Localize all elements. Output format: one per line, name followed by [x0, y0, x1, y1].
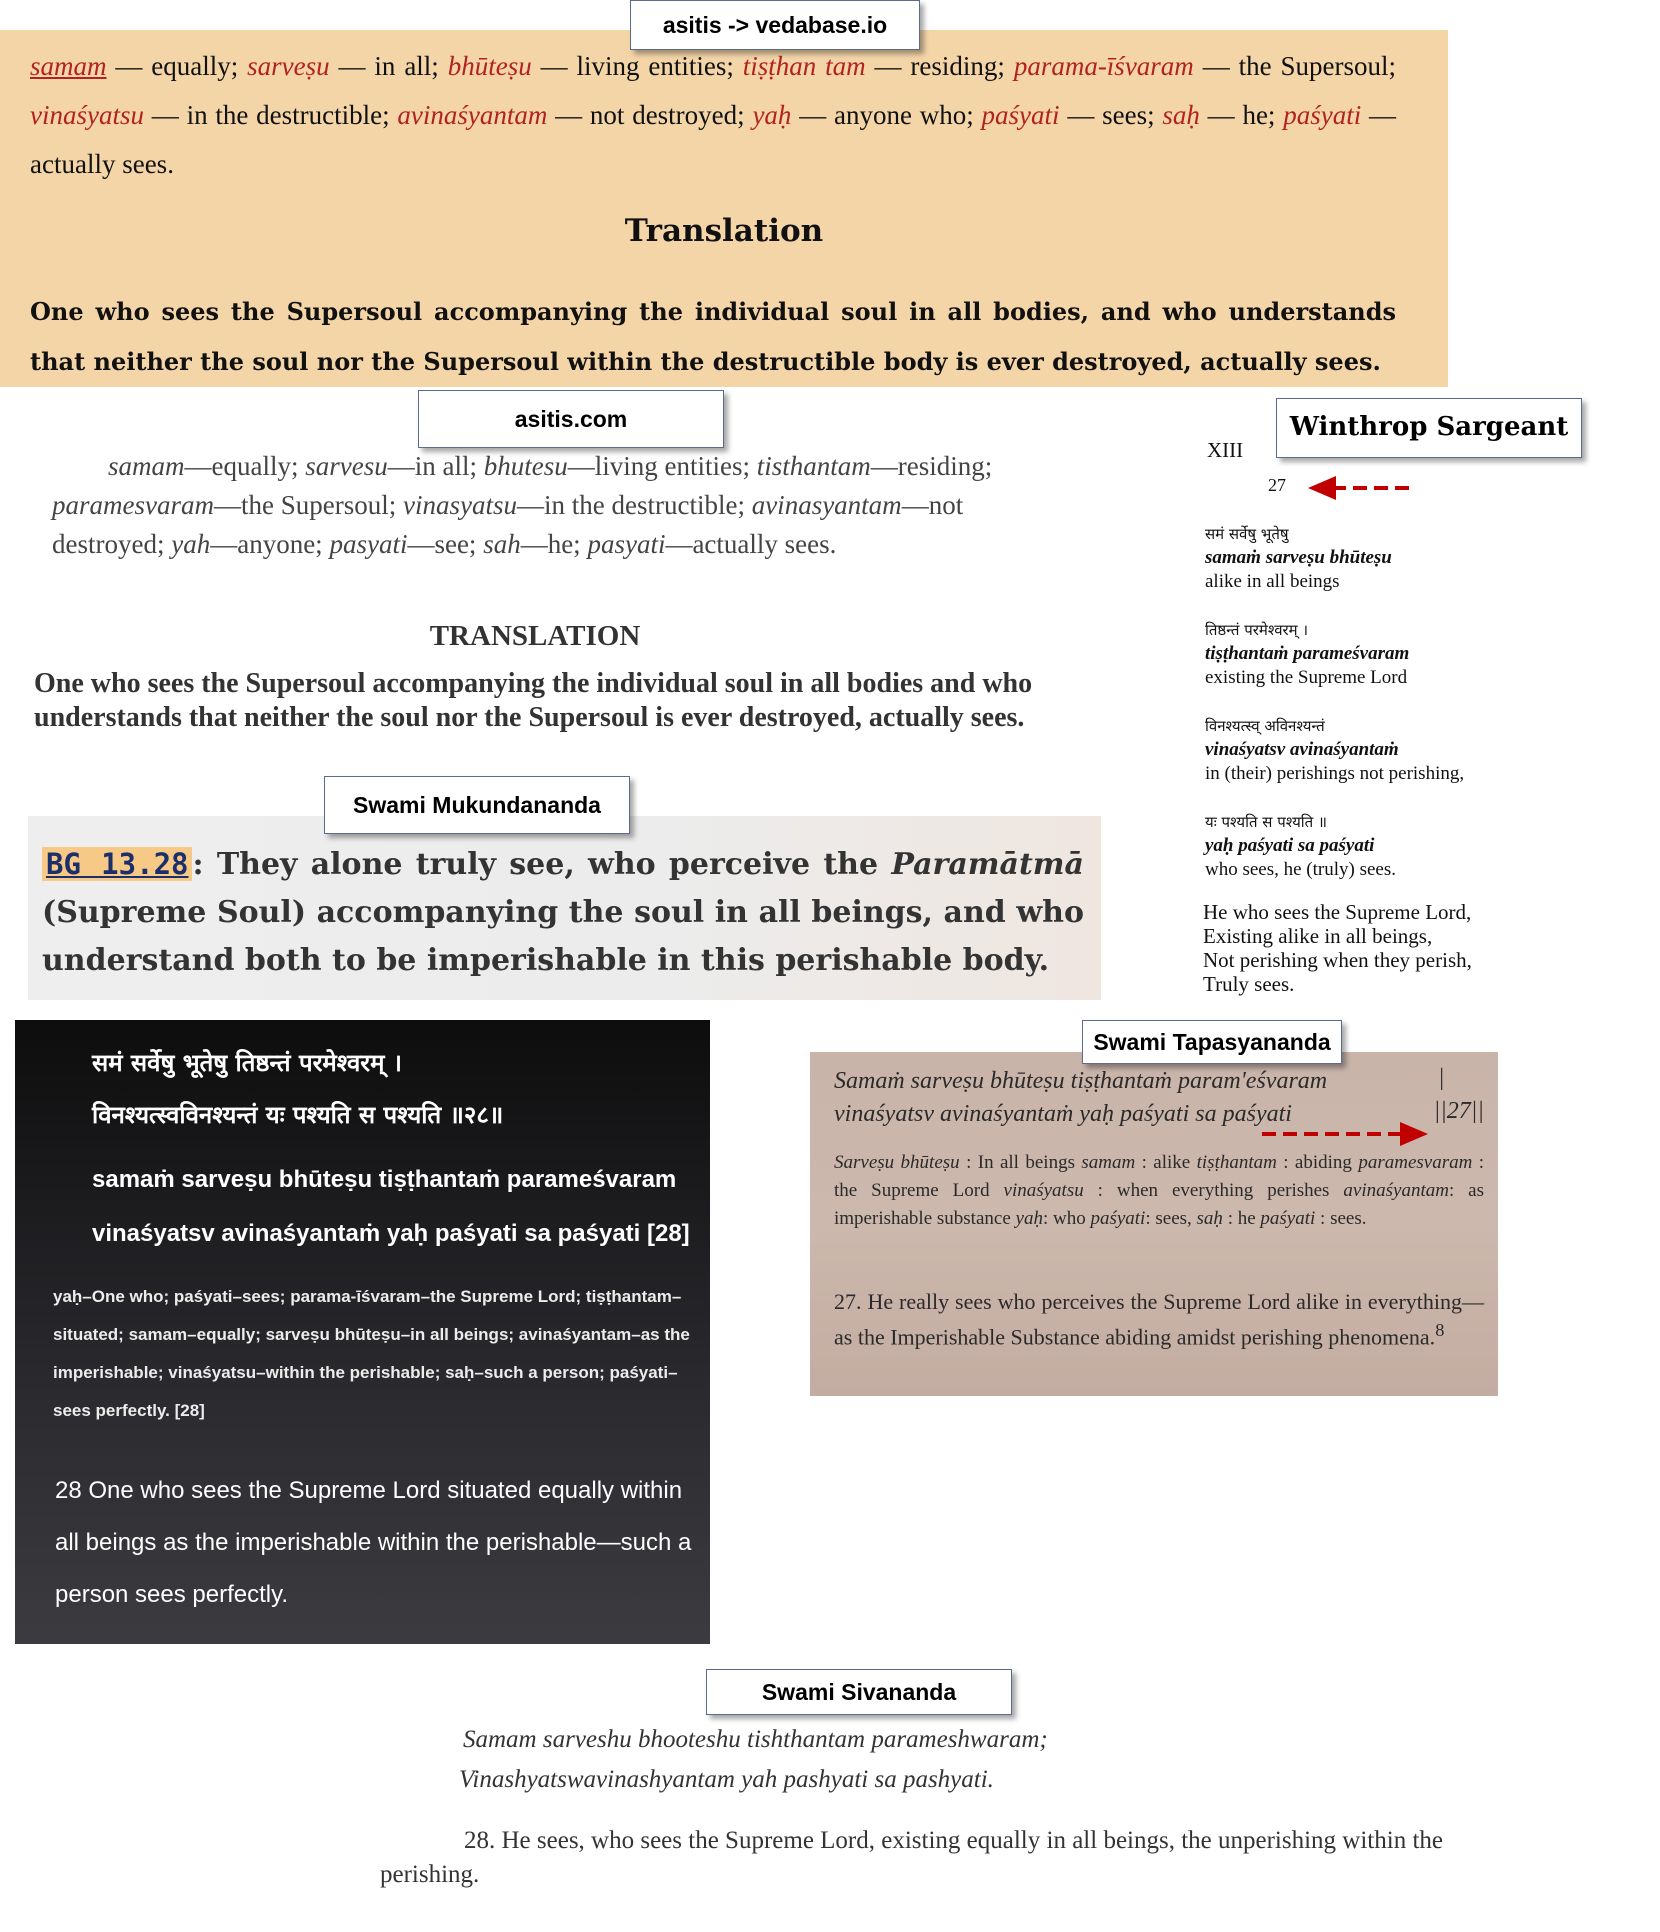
term-meaning: — in all; [329, 51, 448, 81]
footnote-marker: 8 [1435, 1320, 1445, 1340]
term-meaning: — residing; [865, 51, 1014, 81]
sanskrit-term: pasyati [329, 529, 408, 559]
term-meaning: : In all beings [959, 1152, 1082, 1173]
term-meaning: : abiding [1276, 1152, 1359, 1173]
text-after: (Supreme Soul) accompanying the soul in all beings, and who understand both to be imperishable in this perishable body. [42, 895, 1084, 978]
sargeant-line-1: समं सर्वेषु भूतेषु samaṁ sarveṣu bhūteṣu alike in all beings [1205, 525, 1392, 592]
sanskrit-term: paśyati [981, 100, 1060, 130]
term-meaning: –equally; [187, 1325, 266, 1344]
mukundananda-panel [28, 816, 1101, 1000]
term-meaning: : who [1042, 1208, 1091, 1229]
sanskrit-term: vinaśyatsu [168, 1363, 257, 1382]
term-meaning: —living entities; [567, 451, 757, 481]
term-meaning: —equally; [184, 451, 306, 481]
chapter-number: XIII [1207, 438, 1244, 462]
term-meaning: — anyone who; [791, 100, 982, 130]
sargeant-line-2: तिष्ठन्तं परमेश्वरम् । tiṣṭhantaṁ parameśvaram existing the Supreme Lord [1205, 621, 1410, 688]
term-meaning: —he; [520, 529, 588, 559]
label-sivananda: Swami Sivananda [706, 1669, 1012, 1715]
dark-verse-panel [15, 1020, 710, 1644]
sanskrit-term: saḥ [1162, 100, 1200, 130]
sanskrit-term: Sarveṣu bhūteṣu [834, 1152, 960, 1173]
sanskrit-term: vinasyatsu [403, 490, 517, 520]
label-asitis: asitis.com [418, 390, 724, 448]
sanskrit-term: tiṣṭhantam [585, 1287, 672, 1306]
verse-number: 27 [1268, 475, 1286, 495]
sanskrit-term: avinaśyantam [518, 1325, 632, 1344]
term-meaning: –the Supreme Lord; [420, 1287, 586, 1306]
vedabase-translation: One who sees the Supersoul accompanying the individual soul in all bodies, and who understands that neither the soul nor the Supersoul within the destructible body is ever destroyed, actually sees. [30, 297, 1396, 376]
term-meaning: — he; [1199, 100, 1284, 130]
term-meaning: : alike [1135, 1152, 1197, 1173]
term-meaning: –sees perfectly. [28] [53, 1363, 678, 1420]
tapasyananda-translation: 27. He really sees who perceives the Supreme Lord alike in everything—as the Imperishable Substance abiding amidst perishing phenomena.$^8$ [834, 1289, 1484, 1350]
sanskrit-term: paramesvaram [1358, 1152, 1473, 1173]
sanskrit-term: avinasyantam [751, 490, 902, 520]
term-meaning: — not destroyed; [547, 100, 753, 130]
tapasyananda-panel [810, 1052, 1498, 1396]
vedabase-word-meanings [30, 42, 1396, 189]
term-meaning: —actually sees. [665, 529, 837, 559]
tapasyananda-verse-number: ||27|| [1433, 1098, 1484, 1124]
term-meaning: — equally; [106, 51, 248, 81]
sanskrit-term: avinaśyantam [1343, 1180, 1449, 1201]
term-meaning: —residing; [870, 451, 993, 481]
term-meaning: : sees, [1145, 1208, 1197, 1229]
sanskrit-term: paśyati [609, 1363, 669, 1382]
term-meaning: —in all; [387, 451, 484, 481]
sanskrit-term: samam [1081, 1152, 1136, 1173]
sivananda-verse: Samam sarveshu bhooteshu tishthantam parameshwaram; Vinashyatswavinashyantam yah pashyati sa pashyati. [459, 1726, 1048, 1793]
sanskrit-term: yaḥ [1015, 1208, 1043, 1229]
sanskrit-term: sarveṣu [247, 51, 330, 81]
term-meaning: : the Supreme Lord [834, 1152, 1485, 1201]
term-meaning: —the Supersoul; [214, 490, 403, 520]
term-meaning: — living entities; [531, 51, 743, 81]
term-meaning: –One who; [82, 1287, 174, 1306]
dark-translation: 28 One who sees the Supreme Lord situated equally within all beings as the imperishable within the perishable—such a person sees perfectly. [55, 1477, 692, 1608]
term-meaning: —see; [407, 529, 484, 559]
sanskrit-term: bhutesu [483, 451, 568, 481]
dark-word-meanings [53, 1278, 693, 1430]
sanskrit-term: paśyati [1260, 1208, 1316, 1229]
sanskrit-term: saḥ [445, 1363, 475, 1382]
sanskrit-term: sarvesu [305, 451, 388, 481]
vedabase-translation-title: Translation [624, 213, 824, 249]
term-meaning: —in the destructible; [517, 490, 752, 520]
red-arrow-icon [1308, 476, 1418, 500]
sanskrit-term: samam [128, 1325, 188, 1344]
vedabase-panel [0, 30, 1448, 387]
sargeant-line-4: यः पश्यति स पश्यति ॥ yaḥ paśyati sa paśyati who sees, he (truly) sees. [1205, 813, 1397, 880]
sargeant-line-3: विनश्यत्स्व् अविनश्यन्तं vinaśyatsv avinaśyantaṁ in (their) perishings not perishing, [1205, 717, 1465, 784]
sanskrit-term: avinaśyantam [397, 100, 548, 130]
devanagari-verse: समं सर्वेषु भूतेषु तिष्ठन्तं परमेश्वरम् । विनश्यत्स्वविनश्यन्तं यः पश्यति स पश्यति ॥२८॥ [92, 1049, 504, 1129]
term-meaning: –such a person; [474, 1363, 610, 1382]
sanskrit-term: saḥ [1196, 1208, 1223, 1229]
sargeant-english-verse: He who sees the Supreme Lord, Existing alike in all beings, Not perishing when they perish, Truly sees. [1203, 900, 1472, 996]
sanskrit-term: samam [108, 451, 185, 481]
ref-suffix: : [192, 847, 204, 882]
sanskrit-term: vinaśyatsu [30, 100, 144, 130]
term-meaning: –sees; [232, 1287, 291, 1306]
term-meaning: —anyone; [210, 529, 330, 559]
term-meaning: –situated; [53, 1287, 682, 1344]
sanskrit-term: paramesvaram [52, 490, 214, 520]
sanskrit-term: tiṣṭhan tam [742, 51, 866, 81]
asitis-translation-title: TRANSLATION [429, 620, 641, 652]
red-arrow-icon [1260, 1122, 1430, 1146]
text-before: They alone truly see, who perceive the [203, 847, 892, 882]
sanskrit-term: samam [30, 51, 107, 81]
sanskrit-term: bhūteṣu [447, 51, 532, 81]
sanskrit-term: tiṣṭhantam [1196, 1152, 1277, 1173]
term-meaning: : sees. [1315, 1208, 1367, 1229]
term-meaning: — the Supersoul; [1193, 51, 1396, 81]
label-tapasyananda: Swami Tapasyananda [1082, 1020, 1342, 1064]
term-meaning: –in all beings; [400, 1325, 519, 1344]
label-sargeant: Winthrop Sargeant [1276, 398, 1582, 458]
term-meaning: — sees; [1059, 100, 1163, 130]
sanskrit-term: paśyati [1283, 100, 1362, 130]
sanskrit-term: tisthantam [756, 451, 871, 481]
tapasyananda-verse: Samaṁ sarveṣu bhūteṣu tiṣṭhantaṁ param'eśvaram vinaśyatsv avinaśyantaṁ yaḥ paśyati sa paśyati [834, 1068, 1328, 1127]
term-meaning: : he [1222, 1208, 1261, 1229]
asitis-translation: One who sees the Supersoul accompanying the individual soul in all bodies and who understands that neither the soul nor the Supersoul is ever destroyed, actually sees. [34, 668, 1033, 733]
term-meaning: — in the destructible; [144, 100, 398, 130]
sanskrit-term: parama-īśvaram [290, 1287, 421, 1306]
tapasyananda-word-meanings [834, 1149, 1484, 1233]
term-paramatma: Paramātmā [891, 847, 1084, 882]
sanskrit-term: yaḥ [752, 100, 792, 130]
sanskrit-term: vinaśyatsu [1003, 1180, 1084, 1201]
mukundananda-text [42, 840, 1084, 985]
label-mukundananda: Swami Mukundananda [324, 776, 630, 834]
verse-reference-link[interactable]: BG 13.28 [42, 847, 192, 881]
term-meaning: –within the perishable; [256, 1363, 446, 1382]
sivananda-translation: 28. He sees, who sees the Supreme Lord, existing equally in all beings, the unperishing within the perishing. [380, 1827, 1443, 1888]
term-meaning: : as imperishable substance [834, 1180, 1485, 1229]
asitis-word-meanings [52, 447, 1022, 564]
sanskrit-term: sarveṣu bhūteṣu [265, 1325, 401, 1344]
sanskrit-term: parama-īśvaram [1013, 51, 1194, 81]
sanskrit-term: pasyati [587, 529, 666, 559]
label-vedabase: asitis -> vedabase.io [630, 0, 920, 50]
sanskrit-term: yaḥ [53, 1287, 83, 1306]
sanskrit-term: paśyati [173, 1287, 233, 1306]
term-meaning: : when everything perishes [1083, 1180, 1344, 1201]
sanskrit-term: sah [483, 529, 521, 559]
sanskrit-term: yah [171, 529, 211, 559]
term-meaning: –as the imperishable; [53, 1325, 690, 1382]
term-meaning: — actually sees. [30, 100, 1396, 179]
sanskrit-term: paśyati [1090, 1208, 1146, 1229]
transliterated-verse: samaṁ sarveṣu bhūteṣu tiṣṭhantaṁ parameśvaram vinaśyatsv avinaśyantaṁ yaḥ paśyati sa paśyati [28] [92, 1166, 690, 1247]
term-meaning: —not destroyed; [52, 490, 964, 559]
verse-half-mark: | [1439, 1065, 1444, 1091]
